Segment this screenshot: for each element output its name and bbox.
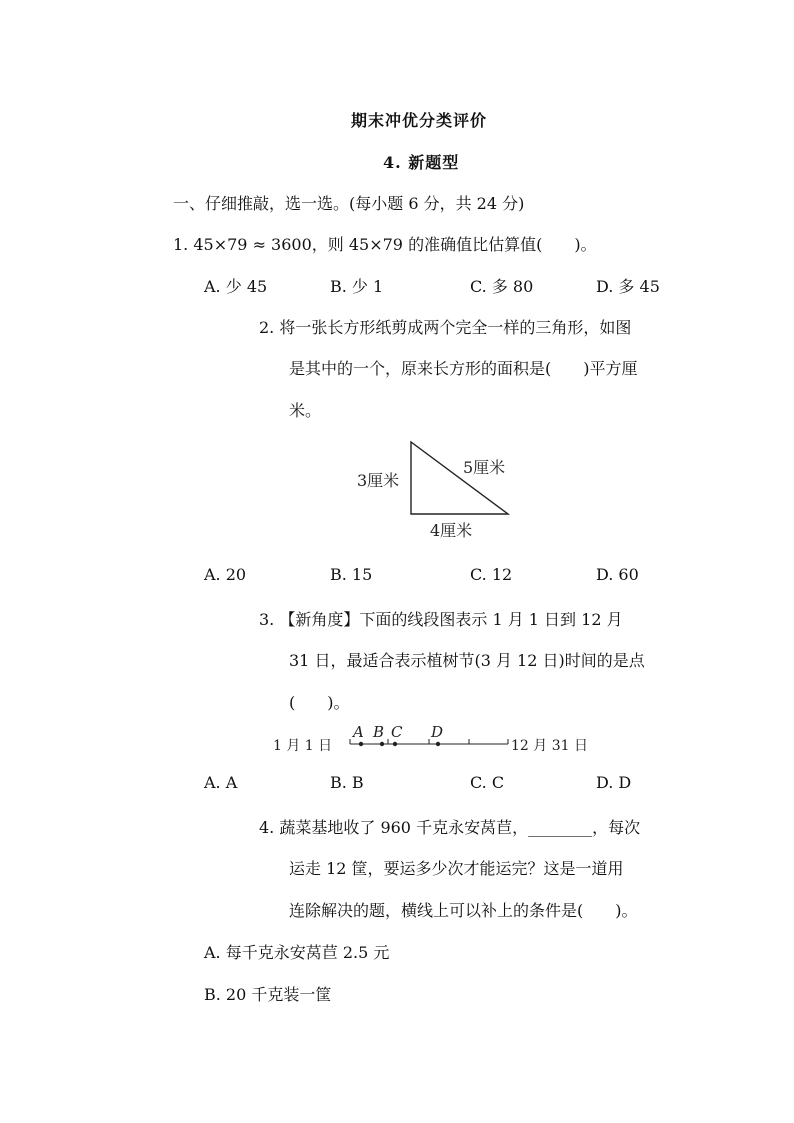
triangle-hyp-label: 5厘米 [463, 458, 506, 477]
q2-option-c[interactable]: C. 12 [470, 565, 513, 584]
question-4-line-3: 连除解决的题，横线上可以补上的条件是( )。 [289, 901, 638, 920]
triangle-bottom-label: 4厘米 [430, 521, 473, 540]
triangle-figure [340, 430, 540, 545]
point-a-label: A [353, 723, 364, 741]
question-2-line-3: 米。 [289, 401, 322, 420]
triangle-left-label: 3厘米 [357, 471, 400, 490]
question-2-line-1: 2. 将一张长方形纸剪成两个完全一样的三角形，如图 [259, 318, 632, 337]
page-title: 期末冲优分类评价 [351, 111, 488, 130]
point-d-dot[interactable] [436, 742, 440, 746]
question-3-line-1: 3. 【新角度】下面的线段图表示 1 月 1 日到 12 月 [259, 610, 623, 629]
point-b-label: B [373, 723, 385, 741]
q1-option-b[interactable]: B. 少 1 [330, 277, 384, 296]
question-4-line-2: 运走 12 筐，要运多少次才能运完？这是一道用 [289, 859, 624, 878]
q4-option-a[interactable]: A. 每千克永安莴苣 2.5 元 [204, 943, 390, 962]
timeline-end-label: 12 月 31 日 [511, 738, 588, 754]
question-1-text: 1. 45×79 ≈ 3600，则 45×79 的准确值比估算值( )。 [173, 235, 597, 254]
q3-option-c[interactable]: C. C [470, 773, 505, 792]
point-c-label: C [391, 723, 403, 741]
point-d-label: D [431, 723, 444, 741]
q1-option-c[interactable]: C. 多 80 [470, 277, 534, 296]
point-b-dot[interactable] [380, 742, 384, 746]
q2-option-b[interactable]: B. 15 [330, 565, 373, 584]
section-heading: 一、仔细推敲，选一选。(每小题 6 分，共 24 分) [173, 194, 525, 213]
point-a-dot[interactable] [359, 742, 363, 746]
q3-option-d[interactable]: D. D [596, 773, 632, 792]
question-3-line-2: 31 日，最适合表示植树节(3 月 12 日)时间的是点 [289, 651, 645, 670]
q3-option-b[interactable]: B. B [330, 773, 364, 792]
q1-option-a[interactable]: A. 少 45 [204, 277, 268, 296]
timeline-figure [268, 718, 608, 758]
question-4-line-1: 4. 蔬菜基地收了 960 千克永安莴苣，________，每次 [259, 818, 641, 837]
q3-option-a[interactable]: A. A [204, 773, 238, 792]
q2-option-d[interactable]: D. 60 [596, 565, 639, 584]
page-subtitle: 4. 新题型 [383, 153, 460, 172]
point-c-dot[interactable] [393, 742, 397, 746]
q4-option-b[interactable]: B. 20 千克装一筐 [204, 985, 332, 1004]
right-triangle [411, 442, 508, 514]
question-3-line-3: ( )。 [289, 693, 350, 712]
q1-option-d[interactable]: D. 多 45 [596, 277, 660, 296]
q2-option-a[interactable]: A. 20 [204, 565, 247, 584]
timeline-start-label: 1 月 1 日 [273, 738, 333, 754]
question-2-line-2: 是其中的一个，原来长方形的面积是( )平方厘 [289, 359, 638, 378]
